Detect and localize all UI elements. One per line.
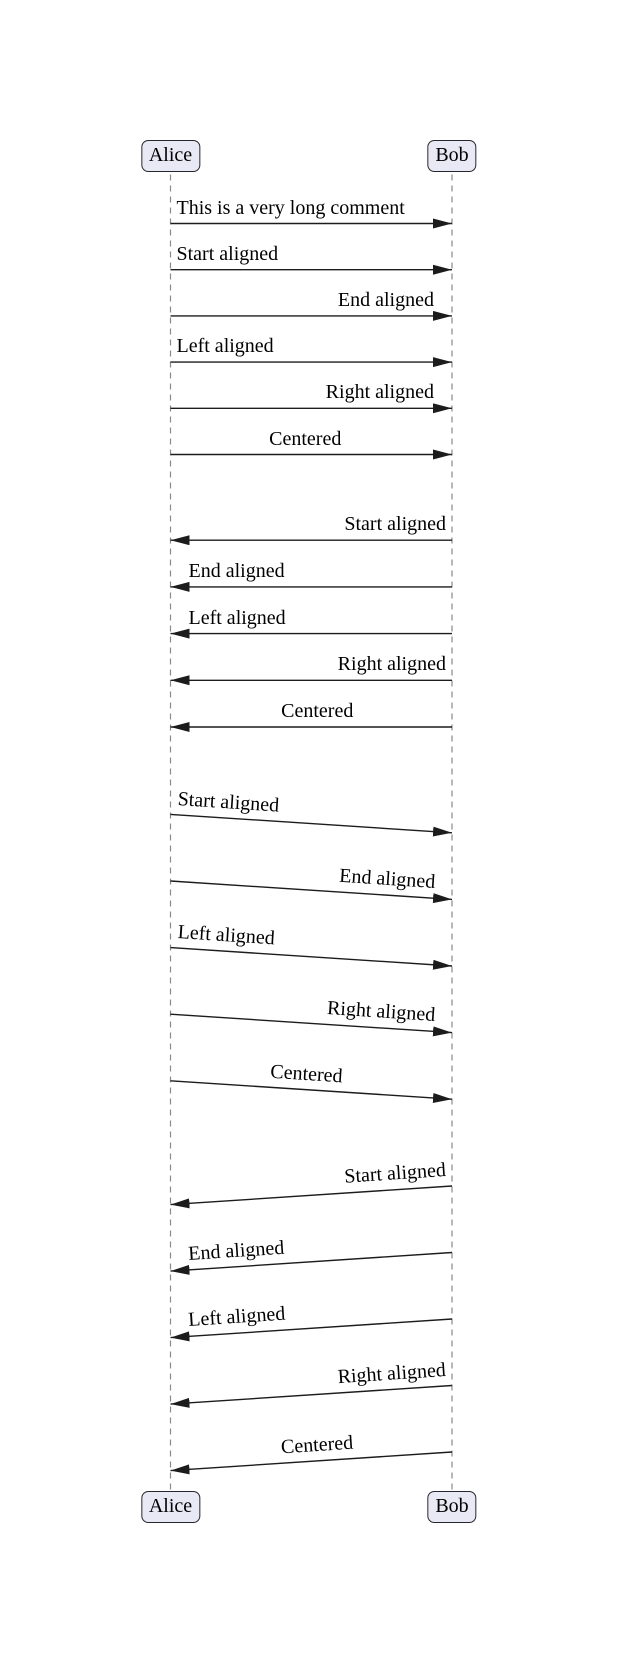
participant-box-bob-bottom: Bob <box>427 1491 476 1523</box>
message-label: End aligned <box>338 864 436 894</box>
message-label: This is a very long comment <box>176 196 405 219</box>
message-label: End aligned <box>187 1236 285 1265</box>
message-label: Centered <box>281 700 354 722</box>
message-label: End aligned <box>188 559 285 582</box>
message-label: Centered <box>279 1431 354 1459</box>
participant-box-alice-top: Alice <box>141 140 200 172</box>
message-label: Left aligned <box>188 606 286 629</box>
message-label: Start aligned <box>176 242 279 265</box>
message-label: Start aligned <box>343 1159 446 1189</box>
message-label: Right aligned <box>325 997 436 1027</box>
message-label: Right aligned <box>325 381 434 404</box>
participant-box-bob-top: Bob <box>427 140 476 172</box>
message-label: Left aligned <box>176 921 275 950</box>
participant-box-alice-bottom: Alice <box>141 1491 200 1523</box>
message-label: End aligned <box>337 288 434 311</box>
message-label: Centered <box>269 1060 343 1087</box>
message-label: Left aligned <box>187 1303 286 1332</box>
message-label: Left aligned <box>176 335 274 358</box>
message-label: Start aligned <box>176 787 280 817</box>
message-label: Centered <box>269 427 342 450</box>
message-label: Start aligned <box>344 513 446 536</box>
message-label: Right aligned <box>337 653 446 676</box>
message-label: Right aligned <box>336 1358 446 1389</box>
